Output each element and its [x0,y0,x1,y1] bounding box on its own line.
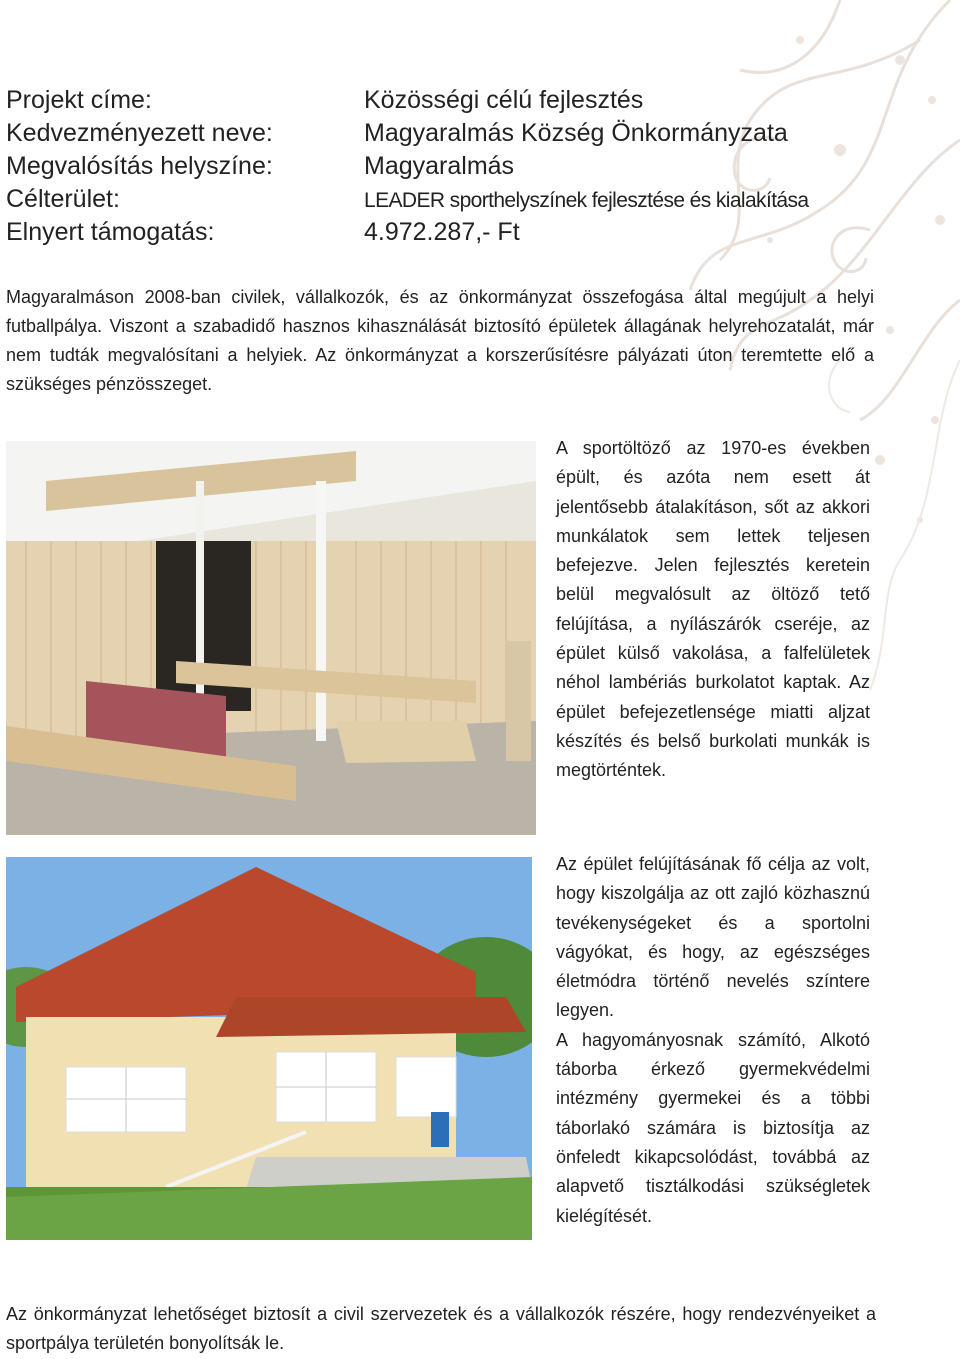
info-row-target-area [6,185,906,218]
info-label: Megvalósítás helyszíne: [6,152,273,180]
info-label: Projekt címe: [6,86,152,114]
camp-paragraph: A hagyományosnak számító, Alkotó táborba érkező gyermekvédelmi intézmény gyermekei és a többi táborlakó számára is biztosítja az önfeledt kikapcsolódást, továbbá az alapvető tisztálkodási szükségletek kielégítését. [556,1029,870,1226]
info-value: Magyaralmás Község Önkormányzata [364,119,788,147]
info-value: Közösségi célú fejlesztés [364,86,644,114]
info-row-project-title [6,86,906,119]
info-row-grant [6,218,906,251]
building-exterior-photo [6,857,532,1240]
footer-paragraph: Az önkormányzat lehetőséget biztosít a civil szervezetek és a vállalkozók részére, hogy rendezvényeiket a sportpálya területén bonyolítsák le. [6,1304,876,1353]
column-text-locker-room: A sportöltöző az 1970-es években épült, és azóta nem esett át jelentősebb átalakításon, sőt az akkori munkálatok sem lettek teljesen befejezve. Jelen fejlesztés keretein belül megvalósult az öltöző tető felújítása, a nyílászárók cseréje, az épület külső vakolása, a falfelületek néhol lambériás burkolatot kaptak. Az épület befejezetlensége miatti aljzat készítés és belső burkolati munkák is megtörténtek. [556,438,870,781]
info-value: 4.972.287,- Ft [364,218,520,246]
info-label: Kedvezményezett neve: [6,119,273,147]
project-info [6,86,906,251]
column-text-purpose [556,850,870,1231]
info-label: Elnyert támogatás: [6,218,215,246]
info-row-beneficiary [6,119,906,152]
info-value: LEADER sporthelyszínek fejlesztése és kialakítása [364,189,809,212]
info-value: Magyaralmás [364,152,515,180]
info-label: Célterület: [6,185,120,213]
info-row-location [6,152,906,185]
purpose-paragraph: Az épület felújításának fő célja az volt, hogy kiszolgálja az ott zajló közhasznú tevékenységeket és a sportolni vágyókat, és hogy, az egészséges életmódra történő nevelés színtere legyen. [556,854,870,1021]
intro-paragraph: Magyaralmáson 2008-ban civilek, vállalkozók, és az önkormányzat összefogása által megújult a helyi futballpálya. Viszont a szabadidő hasznos kihasználását biztosító épületek állagának helyrehozatalát, már nem tudták megvalósítani a helyiek. Az önkormányzat a korszerűsítésre pályázati úton teremtette elő a szükséges pénzösszeget. [6,287,874,394]
locker-room-photo [6,441,536,835]
